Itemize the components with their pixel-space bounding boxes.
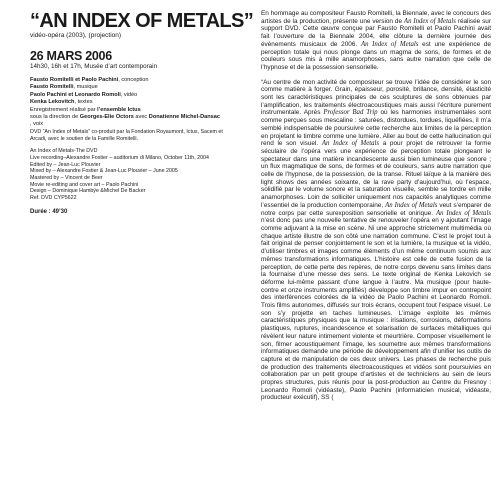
singer-name: Donatienne Michel-Dansac <box>148 114 220 121</box>
intro-paragraph <box>261 10 491 72</box>
credit-name: Fausto Romitelli <box>30 84 74 91</box>
text-run: “Au centre de mon activité de compositeur se trouve l’idée de considérer le son comme matière à forger. Grain, épaisseur, porosité, brillance, densité, élasticité sont les caractéristiques principales de ces sculptures de sons obtenues par l’amplification, les traitements électroacoustiques mais aussi l’écriture purement instrumentale. Après <box>261 78 491 117</box>
event-time-venue: 14h30, 16h et 17h, Musée d’art contemporain <box>30 63 158 70</box>
credit-name: Kenka Lekovitch <box>30 99 75 106</box>
text-column <box>261 10 491 500</box>
credits-column <box>30 10 254 216</box>
direction-credit <box>30 114 230 121</box>
credit-name: Fausto Romitelli et Paolo Pachini <box>30 77 119 83</box>
text-run: réalisée sur support DVD. Cette œuvre conçue par Fausto Romitelli et Paolo Pachini avait fait l’ouverture de la Biennale 2004, elle clôture la dernière journée des évènements musicaux de 2006. <box>261 17 491 48</box>
dvd-credit-line: Mastered by – Vincent de Beer <box>30 175 103 182</box>
work-title-italic: An Index of Metals <box>360 40 419 48</box>
credit-line <box>30 77 230 84</box>
direction-prefix: sous la direction de <box>30 114 80 121</box>
work-title-italic: An Index of Metals <box>403 17 456 25</box>
coproduction-note: DVD “An Index of Metals” co-produit par la Fondation Royaumont, Ictus, Sacem et Arcadi, avec le soutien de la Famille Romitelli. <box>30 128 223 142</box>
credit-line <box>30 99 230 106</box>
work-title: “AN INDEX OF METALS” <box>30 10 254 32</box>
recording-prefix: Enregistrement réalisé par <box>30 106 98 113</box>
voice-role: , voix <box>30 121 44 128</box>
work-title-italic: An Index of Metals <box>385 201 438 209</box>
recording-credit <box>30 107 230 114</box>
credit-name: Paolo Pachini et Leonardo Romoli <box>30 91 121 98</box>
text-run: a pour projet de retrouver la forme séculaire de l’opéra vers une expérience de perception totale plongeant le spectateur dans une matière incandescente aussi bien lumineuse que sonore ; un flux magmatique de sons, de formes et de couleurs, sans autre narration que celle de l’hypnose, de la possession, de la transe. Rituel laïque à la manière des light shows des années soixante, de la rave party d’aujourd’hui, où l’espace, solidifié par le volume sonore et la saturation visuelle, semble se tordre en mille anamorphoses. Loin de solliciter uniquement nos capacités analytiques comme l’essentiel de la production contemporaine, <box>261 140 491 209</box>
credit-role: , conception <box>118 77 149 83</box>
text-run: veut s’emparer de notre corps par cette surexposition sensorielle et onirique. <box>261 201 491 217</box>
work-title-italic: Professor Bad Trip <box>323 109 378 117</box>
dvd-credit-line: An Index of Metals-The DVD <box>30 148 98 155</box>
work-subtitle: vidéo-opéra (2003), (projection) <box>30 32 122 39</box>
text-run: est une expérience de perception totale qui nous plonge dans un magma de sons, de formes et de couleurs sous mis à mille anamorphoses, sans autre narration que celle de l’hypnose et de la possession sensorielle. <box>261 40 491 71</box>
credit-role: , musique <box>73 84 98 91</box>
text-run: où les harmonies instrumentales sont comme perçues sous mescaline : saturées, distordues, tordues, liquéfiées, il m’a semblé indispensable de poursuivre cette recherche aux limites de la perception en projetant le timbre comme une lumière. Aller au bout de cette hallucination qui rend le son visuel. <box>261 109 491 148</box>
credit-line <box>30 84 230 91</box>
credit-role: , textes <box>74 99 93 106</box>
dvd-credit-line: Edited by – Jean-Luc Plouvier <box>30 161 101 168</box>
dvd-credit-line: Ref. DVD CYP5622 <box>30 195 77 202</box>
ensemble-name: l’ensemble Ictus <box>97 106 141 113</box>
text-run: En hommage au compositeur Fausto Romitelli, la Biennale, avec le concours des artistes de la production, présente une version de <box>261 10 491 25</box>
direction-join: avec <box>133 114 149 121</box>
credit-role: , vidéo <box>120 91 138 98</box>
dvd-credit-line: Mixed by – Alexandre Fostier & Jean-Luc Plouvier – June 2005 <box>30 168 178 175</box>
quote-paragraph <box>261 79 491 403</box>
duration: Durée : 49’30 <box>30 208 68 215</box>
text-run: n’est donc pas une nouvelle tentative de renouveler l’opéra en y ajoutant l’image comme adjuvant à la mise en scène. Ni une approche strictement multimédia où chaque artiste illustre de son côté une narration commune. C’est le projet tout à fait original de penser conjointement le son et la lumière, la musique et la vidéo, d’utiliser timbres et images comme éléments d’un même continuum soumis aux mêmes transformations informatiques. L’histoire est celle de cette fusion de la perception, de cette perte des repères, de notre corps devenu sans limites dans la fournaise d’une messe des sens. Le texte original de Kenka Lekovich se déforme lui-même passant d’une langue à l’autre. Ma musique (pour haute-contre et onze instruments amplifiés) développe son timbre impur en contrepoint des interférences colorées de la vidéo de Paolo Pachini et Leonardo Romoli. Trois films autonomes, diffusés sur trois écrans, occupent tout l’espace visuel. Le son s’y projette en taches lumineuses. L’image exploite les mêmes caractéristiques physiques que la musique : irisations, corrosions, déformations plastiques, ruptures, incandescence et solarisation de surfaces métalliques qui révèlent leur nature intimement violente et meurtrière. Composer visuellement le son, filmer acoustiquement l’image, les soumettre aux mêmes transformations informatiques demande une période de développement afin d’unifier les outils de capture et de manipulation de ces deux univers. Les phases de recherche puis de production des traitements électroacoustiques et vidéos sont poursuivies en collaboration par un petit groupe d’artistes et de techniciens au sein de leurs propres structures, puis réunis pour la post-production au Centre du Fresnoy : Leonardo Romoli (vidéaste), Paolo Pachini (informaticien musical, vidéaste, producteur exécutif), SS ( <box>261 217 491 402</box>
credit-line <box>30 92 230 99</box>
work-title-italic: An Index of Metals <box>321 140 380 148</box>
event-date: 26 MARS 2006 <box>30 49 112 63</box>
dvd-credit-line: Design – Dominique Hambÿe &Michel De Backer <box>30 188 146 195</box>
dvd-credit-line: Movie re-editing and cover art – Paolo Pachini <box>30 181 139 188</box>
conductor-name: Georges-Elie Octors <box>79 114 134 121</box>
dvd-credit-line: Live recording–Alexandre Fostier – auditorium di Milano, October 11th, 2004 <box>30 154 209 161</box>
work-title-italic: An Index of Metals <box>435 209 491 217</box>
